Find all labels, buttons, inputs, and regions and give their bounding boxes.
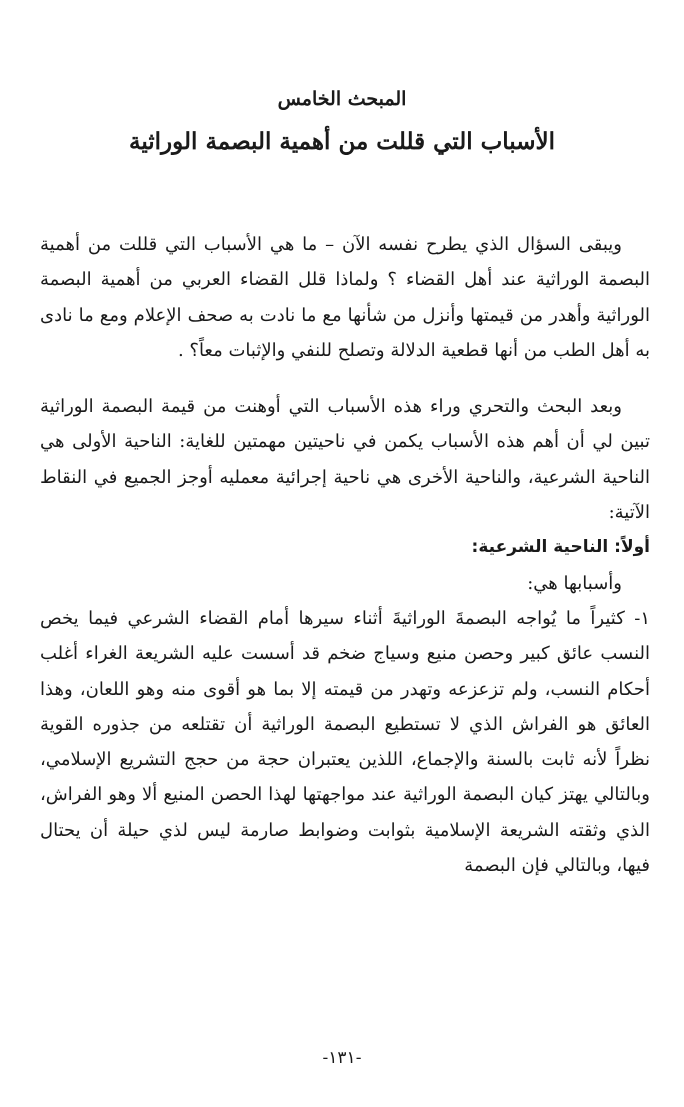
body-text xyxy=(40,227,650,883)
paragraph-research: وبعد البحث والتحري وراء هذه الأسباب التي أوهنت من قيمة البصمة الوراثية تبين لي أن أهم هذه الأسباب يكمن في ناحيتين مهمتين للغاية: الناحية الأولى هي الناحية الشرعية، والناحية الأخرى هي ناحية إجرائية معمليه أوجز الجميع في النقاط الآتية: xyxy=(40,396,650,524)
paragraph-reasons-intro: وأسبابها هي: xyxy=(527,572,622,594)
paragraph-reason-one: ١- كثيراً ما يُواجه البصمةَ الوراثيةَ أثناء سيرها أمام القضاء الشرعي فيما يخص النسب عائق كبير وحصن منيع وسياج ضخم قد أسست عليه الشريعة الغراء أغلب أحكام النسب، ولم تزعزعه وتهدر من قيمته إلا بما هو أقوى منه وهو اللعان، وهذا العائق هو الفراش الذي لا تستطيع البصمة الوراثية أن تقتلعه من جذوره القوية نظراً لأنه ثابت بالسنة والإجماع، اللذين يعتبران حجة من حجج التشريع الإسلامي، وبالتالي يهتز كيان البصمة الوراثية عند مواجهتها لهذا الحصن المنيع ألا وهو الفراش، الذي وثقته الشريعة الإسلامية بثوابت وضوابط صارمة ليس لذي حيلة أن يحتال فيها، وبالتالي فإن البصمة xyxy=(40,607,650,877)
page-number: -١٣١- xyxy=(322,1048,362,1068)
subheading-legal-aspect: أولاً: الناحية الشرعية: xyxy=(471,537,650,558)
section-label: المبحث الخامس xyxy=(277,88,407,110)
chapter-title: الأسباب التي قللت من أهمية البصمة الوراثية xyxy=(128,128,556,155)
paragraph-question: ويبقى السؤال الذي يطرح نفسه الآن – ما هي الأسباب التي قللت من أهمية البصمة الوراثية عند أهل القضاء ؟ ولماذا قلل القضاء العربي من أهمية البصمة الوراثية وأهدر من قيمتها وأنزل من شأنها مع ما نادت به صحف الإعلام ومع ما نادى به أهل الطب من أنها قطعية الدلالة وتصلح للنفي والإثبات معاً؟ . xyxy=(40,234,650,361)
